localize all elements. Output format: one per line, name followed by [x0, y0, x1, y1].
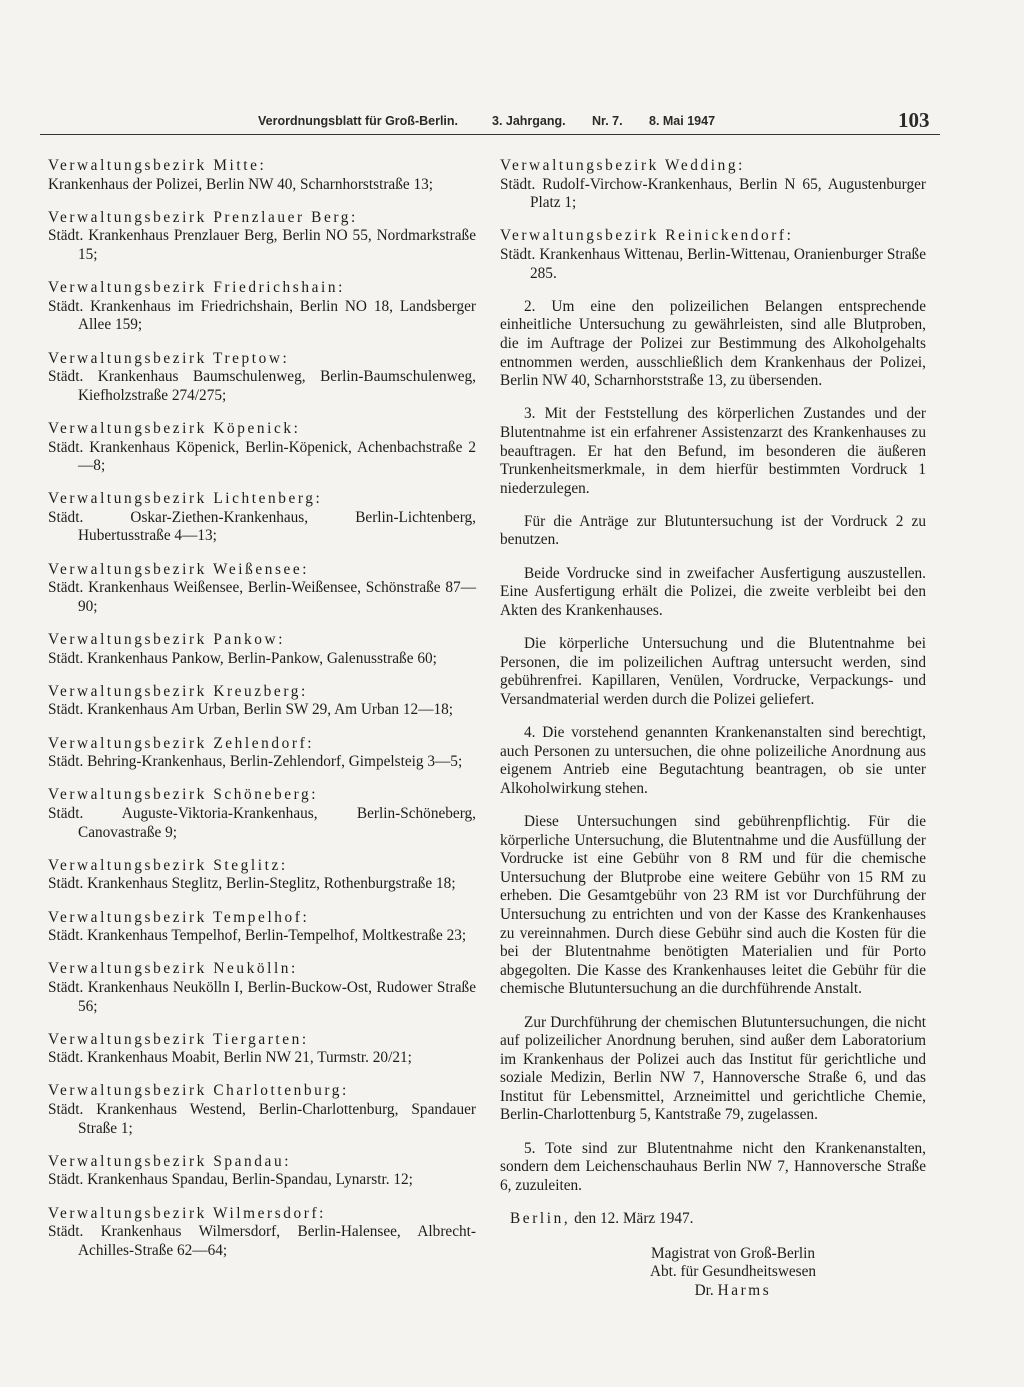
district-heading: Verwaltungsbezirk Weißensee: — [48, 560, 310, 578]
hospital-entry — [48, 1205, 476, 1261]
signatory-name: Harms — [717, 1281, 772, 1299]
hospital-entry — [500, 157, 926, 213]
section-paragraph: 2. Um eine den polizeilichen Belangen entsprechende einheitliche Untersuchung zu gewährleisten, sind alle Blutproben, die im Auftrage der Polizei zur Bestimmung des Alkoholgehalts entnommen werden, ausschließlich dem Krankenhaus der Polizei, Berlin NW 40, Scharnhorststraße 13, zu übersenden. — [500, 297, 926, 390]
section-paragraph: Für die Anträge zur Blutuntersuchung ist der Vordruck 2 zu benutzen. — [500, 512, 926, 549]
left-column — [48, 157, 476, 1275]
dateline — [510, 1210, 926, 1229]
dateline-date: den 12. März 1947. — [574, 1210, 694, 1228]
hospital-address: Städt. Behring-Krankenhaus, Berlin-Zehlendorf, Gimpelsteig 3—5; — [48, 753, 463, 771]
hospital-address: Städt. Krankenhaus Prenzlauer Berg, Berlin NO 55, Nordmarkstraße 15; — [48, 227, 476, 263]
signatory — [500, 1282, 926, 1301]
district-heading: Verwaltungsbezirk Neukölln: — [48, 960, 298, 978]
hospital-entry — [48, 1031, 476, 1068]
hospital-address: Städt. Krankenhaus Am Urban, Berlin SW 29, Am Urban 12—18; — [48, 701, 454, 719]
issue-number: Nr. 7. — [592, 114, 623, 128]
district-heading: Verwaltungsbezirk Charlottenburg: — [48, 1082, 349, 1100]
district-heading: Verwaltungsbezirk Friedrichshain: — [48, 279, 345, 297]
district-heading: Verwaltungsbezirk Wilmersdorf: — [48, 1204, 327, 1222]
hospital-entry — [48, 735, 476, 772]
hospital-entry — [48, 683, 476, 720]
hospital-entry — [500, 227, 926, 283]
district-heading: Verwaltungsbezirk Zehlendorf: — [48, 734, 315, 752]
hospital-entry — [48, 350, 476, 406]
district-heading: Verwaltungsbezirk Prenzlauer Berg: — [48, 208, 358, 226]
hospital-address: Städt. Krankenhaus Neukölln I, Berlin-Buckow-Ost, Rudower Straße 56; — [48, 978, 476, 1015]
hospital-entry — [48, 631, 476, 668]
hospital-entry — [48, 909, 476, 946]
running-header — [258, 108, 930, 132]
page-number: 103 — [898, 108, 930, 132]
district-heading: Verwaltungsbezirk Mitte: — [48, 157, 267, 174]
district-heading: Verwaltungsbezirk Kreuzberg: — [48, 682, 308, 700]
hospital-entry — [48, 157, 476, 194]
district-heading: Verwaltungsbezirk Schöneberg: — [48, 786, 319, 804]
volume: 3. Jahrgang. — [492, 114, 566, 128]
section-paragraph: 3. Mit der Feststellung des körperlichen Zustandes und der Blutentnahme ist ein erfahrener Assistenzarzt des Krankenhauses zu beauftragen. Er hat den Befund, im besonderen die äußeren Trunkenheitsmerkmale, in dem hierfür bestimmten Vordruck 1 niederzulegen. — [500, 405, 926, 497]
district-heading: Verwaltungsbezirk Tempelhof: — [48, 908, 310, 926]
hospital-entry — [48, 209, 476, 265]
hospital-address: Städt. Auguste-Viktoria-Krankenhaus, Berlin-Schöneberg, Canovastraße 9; — [48, 804, 476, 841]
district-heading: Verwaltungsbezirk Steglitz: — [48, 856, 288, 874]
district-heading: Verwaltungsbezirk Tiergarten: — [48, 1030, 309, 1048]
section-paragraph: Diese Untersuchungen sind gebührenpflichtig. Für die körperliche Untersuchung, die Blutentnahme und die Ausfüllung der Vordrucke ist eine Gebühr von 8 RM und für die chemische Untersuchung der Blutprobe eine weitere Gebühr von 15 RM zu erheben. Die Gesamtgebühr von 23 RM ist vor Durchführung der Untersuchung zu entrichten und von der Kasse des Krankenhauses zu vereinnahmen. Durch diese Gebühr sind auch die Kosten für die bei der Blutentnahme benötigten Materialien und für Porto abgegolten. Die Kasse des Krankenhauses leitet die Gebühr für die chemische Blutuntersuchung an die durchführende Anstalt. — [500, 812, 926, 998]
hospital-address: Städt. Krankenhaus im Friedrichshain, Berlin NO 18, Landsberger Allee 159; — [48, 297, 476, 334]
hospital-address: Städt. Krankenhaus Pankow, Berlin-Pankow, Galenusstraße 60; — [48, 649, 437, 667]
district-heading: Verwaltungsbezirk Köpenick: — [48, 419, 301, 437]
issuing-authority: Magistrat von Groß-Berlin — [651, 1244, 815, 1262]
section-paragraph: 5. Tote sind zur Blutentnahme nicht den Krankenanstalten, sondern dem Leichenschauhaus Berlin NW 7, Hannoversche Straße 6, zuzuleiten. — [500, 1139, 926, 1194]
hospital-entry — [48, 857, 476, 894]
hospital-entry — [48, 1153, 476, 1190]
district-heading: Verwaltungsbezirk Spandau: — [48, 1152, 292, 1170]
hospital-entry — [48, 960, 476, 1016]
hospital-entry — [48, 786, 476, 842]
district-heading: Verwaltungsbezirk Treptow: — [48, 349, 290, 367]
signatory-title: Dr. — [694, 1281, 714, 1299]
hospital-address: Städt. Krankenhaus Wilmersdorf, Berlin-Halensee, Albrecht-Achilles-Straße 62—64; — [48, 1223, 476, 1259]
hospital-entry — [48, 561, 476, 617]
district-heading: Verwaltungsbezirk Pankow: — [48, 631, 286, 649]
hospital-address: Städt. Krankenhaus Köpenick, Berlin-Köpenick, Achenbachstraße 2—8; — [48, 438, 476, 475]
hospital-address: Städt. Krankenhaus Steglitz, Berlin-Steglitz, Rothenburgstraße 18; — [48, 875, 456, 893]
hospital-entry — [48, 420, 476, 476]
district-heading: Verwaltungsbezirk Wedding: — [500, 157, 745, 174]
hospital-entry — [48, 279, 476, 335]
publication-title: Verordnungsblatt für Groß-Berlin. — [258, 114, 459, 128]
hospital-address: Städt. Krankenhaus Spandau, Berlin-Spandau, Lynarstr. 12; — [48, 1171, 413, 1189]
section-paragraph: Zur Durchführung der chemischen Blutuntersuchungen, die nicht auf polizeilicher Anordnung beruhen, sind außer dem Laboratorium im Krankenhaus der Polizei auch das Institut für gerichtliche und soziale Medizin, Berlin NW 7, Hannoversche Straße 6, und das Institut für Lebensmittel, Arzneimittel und gerichtliche Chemie, Berlin-Charlottenburg 5, Kantstraße 79, zugelassen. — [500, 1013, 926, 1124]
hospital-address: Städt. Krankenhaus Westend, Berlin-Charlottenburg, Spandauer Straße 1; — [48, 1101, 476, 1137]
section-paragraph: Beide Vordrucke sind in zweifacher Ausfertigung auszustellen. Eine Ausfertigung erhält die Polizei, die zweite verbleibt bei den Akten des Krankenhauses. — [500, 564, 926, 619]
header-rule — [40, 134, 940, 135]
hospital-address: Städt. Oskar-Ziethen-Krankenhaus, Berlin-Lichtenberg, Hubertusstraße 4—13; — [48, 508, 476, 545]
section-paragraph: Die körperliche Untersuchung und die Blutentnahme bei Personen, die im polizeilichen Auftrag untersucht werden, sind gebührenfrei. Kapillaren, Venülen, Vordrucke, Verpackungs- und Versandmaterial werden durch die Polizei geliefert. — [500, 635, 926, 708]
department: Abt. für Gesundheitswesen — [649, 1263, 817, 1281]
issue-date: 8. Mai 1947 — [649, 114, 716, 128]
dateline-place: Berlin, — [510, 1210, 571, 1228]
hospital-entry — [48, 490, 476, 546]
hospital-entry — [48, 1082, 476, 1138]
hospital-address: Städt. Krankenhaus Wittenau, Berlin-Wittenau, Oranienburger Straße 285. — [500, 245, 926, 282]
hospital-address: Krankenhaus der Polizei, Berlin NW 40, Scharnhorststraße 13; — [48, 175, 434, 193]
section-paragraph: 4. Die vorstehend genannten Krankenanstalten sind berechtigt, auch Personen zu untersuchen, die ohne polizeiliche Anordnung aus eigenem Antrieb eine Begutachtung beantragen, ob sie unter Alkoholwirkung stehen. — [500, 724, 926, 797]
district-heading: Verwaltungsbezirk Lichtenberg: — [48, 490, 323, 508]
hospital-address: Städt. Krankenhaus Weißensee, Berlin-Weißensee, Schönstraße 87—90; — [48, 579, 476, 615]
hospital-address: Städt. Krankenhaus Moabit, Berlin NW 21, Turmstr. 20/21; — [48, 1049, 412, 1067]
hospital-address: Städt. Krankenhaus Tempelhof, Berlin-Tempelhof, Moltkestraße 23; — [48, 927, 467, 945]
hospital-address: Städt. Krankenhaus Baumschulenweg, Berlin-Baumschulenweg, Kiefholzstraße 274/275; — [48, 368, 476, 404]
hospital-address: Städt. Rudolf-Virchow-Krankenhaus, Berlin N 65, Augustenburger Platz 1; — [500, 175, 926, 212]
right-column — [500, 157, 926, 1300]
district-heading: Verwaltungsbezirk Reinickendorf: — [500, 227, 794, 245]
